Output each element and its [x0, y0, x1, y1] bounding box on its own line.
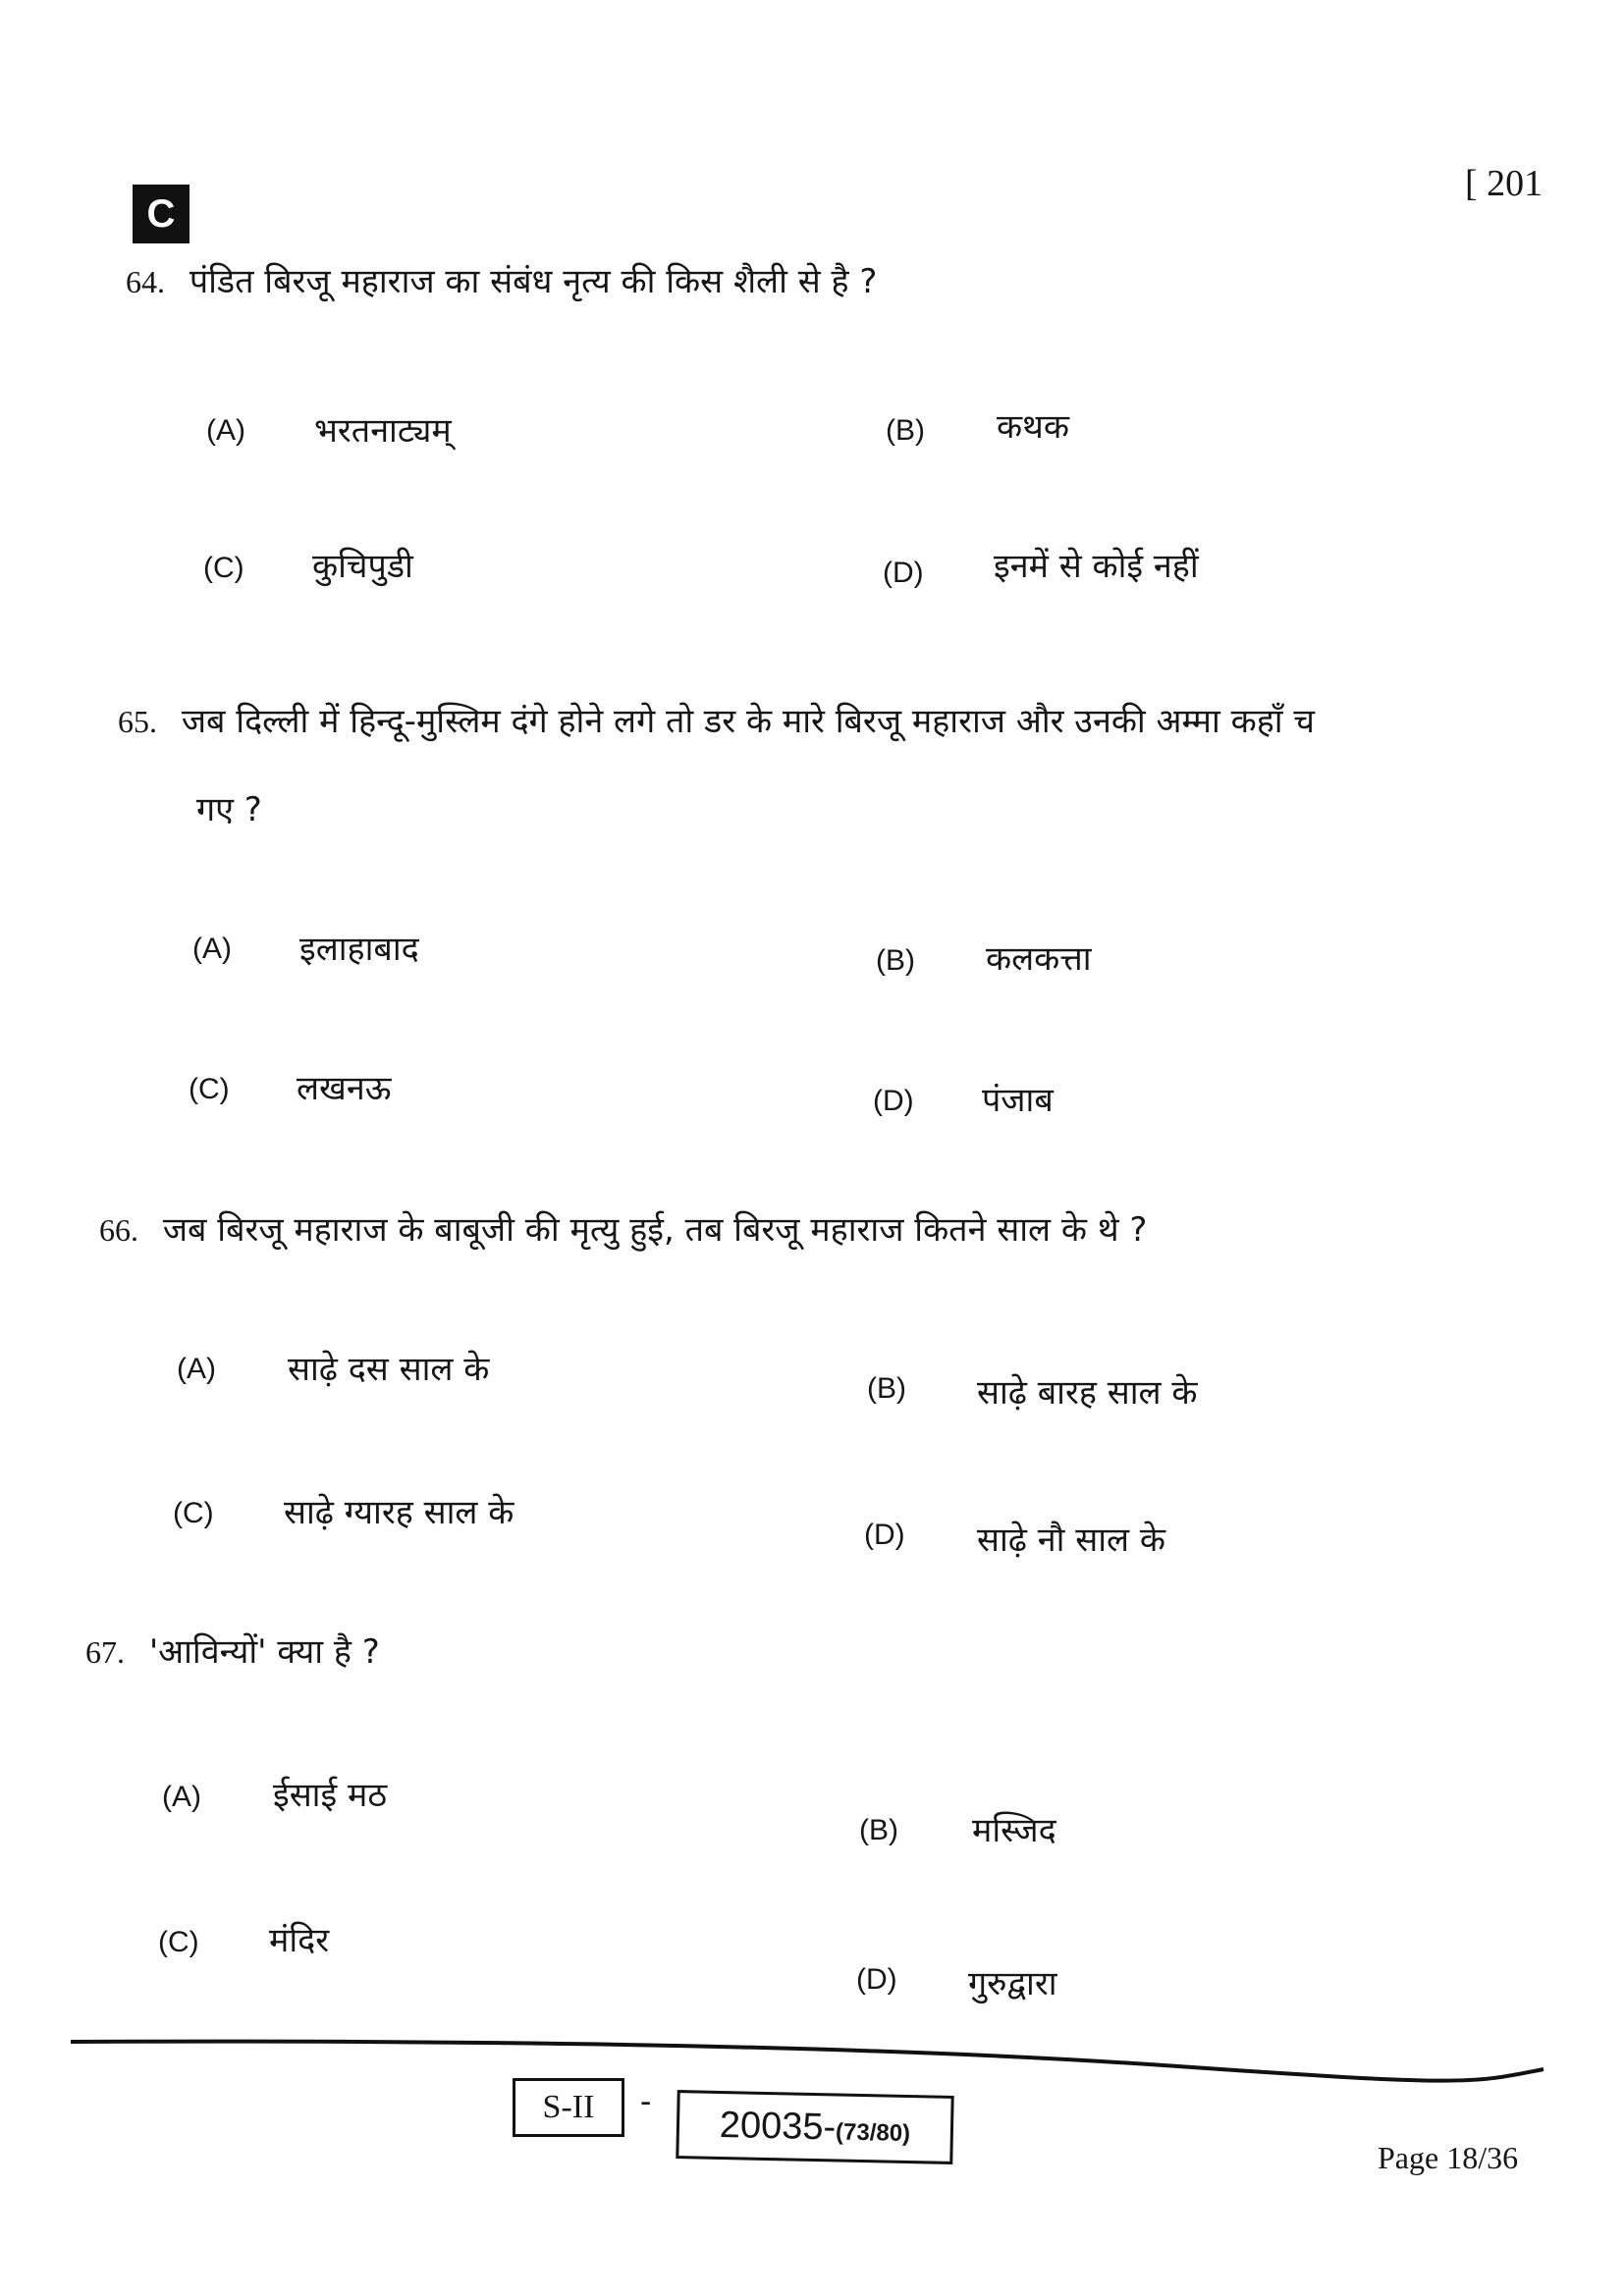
option-text: साढ़े नौ साल के — [977, 1521, 1165, 1560]
page-marker: [ 201 — [1465, 163, 1543, 204]
question-number: 66. — [99, 1212, 138, 1248]
paper-code-box — [676, 2090, 953, 2164]
option-label: (D) — [864, 1519, 905, 1551]
option-label: (C) — [189, 1073, 230, 1105]
option-label: (D) — [856, 1963, 897, 1996]
option-text: गुरुद्वारा — [968, 1964, 1057, 2003]
option-label: (B) — [886, 414, 925, 447]
option-text: इलाहाबाद — [299, 930, 419, 969]
option-text: साढ़े दस साल के — [288, 1350, 490, 1389]
option-text: भरतनाट्यम् — [314, 411, 452, 451]
option-label: (A) — [177, 1353, 216, 1385]
question-text: 'आविन्यों' क्या है ? — [148, 1632, 380, 1672]
question-65 — [118, 697, 1315, 742]
option-text: कलकत्ता — [986, 939, 1092, 979]
option-text: इनमें से कोई नहीं — [994, 547, 1199, 586]
series-code-box: S-II — [513, 2078, 624, 2137]
option-label: (B) — [876, 944, 915, 977]
option-label: (A) — [206, 414, 245, 447]
option-text: मंदिर — [269, 1921, 330, 1960]
option-text: ईसाई मठ — [273, 1776, 388, 1815]
question-64 — [126, 257, 877, 302]
question-number: 67. — [85, 1634, 125, 1670]
question-text: पंडित बिरजू महाराज का संबंध नृत्य की किस शैली से है ? — [189, 262, 878, 301]
question-text: जब बिरजू महाराज के बाबूजी की मृत्यु हुई, तब बिरजू महाराज कितने साल के थे ? — [162, 1210, 1148, 1250]
question-text-line2: गए ? — [196, 790, 262, 829]
option-label: (A) — [192, 933, 232, 965]
option-text: कथक — [997, 407, 1069, 447]
option-label: (C) — [158, 1926, 199, 1958]
option-text: मस्जिद — [972, 1811, 1056, 1850]
option-label: (B) — [867, 1372, 906, 1405]
option-label: (C) — [203, 552, 244, 584]
question-number: 65. — [118, 704, 157, 739]
option-label: (B) — [859, 1814, 898, 1846]
option-label: (D) — [883, 557, 924, 589]
option-text: साढ़े ग्यारह साल के — [284, 1493, 514, 1532]
option-text: पंजाब — [982, 1081, 1054, 1120]
question-text: जब दिल्ली में हिन्दू-मुस्लिम दंगे होने लगे तो डर के मारे बिरजू महाराज और उनकी अम्मा कहाँ च — [181, 702, 1315, 741]
question-number: 64. — [126, 264, 165, 299]
option-text: कुचिपुडी — [312, 547, 413, 586]
question-66 — [99, 1205, 1147, 1251]
footer-dash: - — [640, 2083, 652, 2120]
option-text: साढ़े बारह साल के — [977, 1373, 1198, 1413]
page-number: Page 18/36 — [1378, 2140, 1519, 2175]
option-label: (C) — [173, 1497, 214, 1529]
option-text: लखनऊ — [297, 1069, 392, 1108]
paper-code-suffix: (73/80) — [835, 2118, 911, 2148]
question-67 — [85, 1628, 380, 1673]
paper-code: 20035- — [719, 2104, 837, 2148]
option-label: (D) — [873, 1085, 914, 1117]
option-label: (A) — [162, 1781, 201, 1813]
set-code-badge: C — [133, 185, 189, 243]
